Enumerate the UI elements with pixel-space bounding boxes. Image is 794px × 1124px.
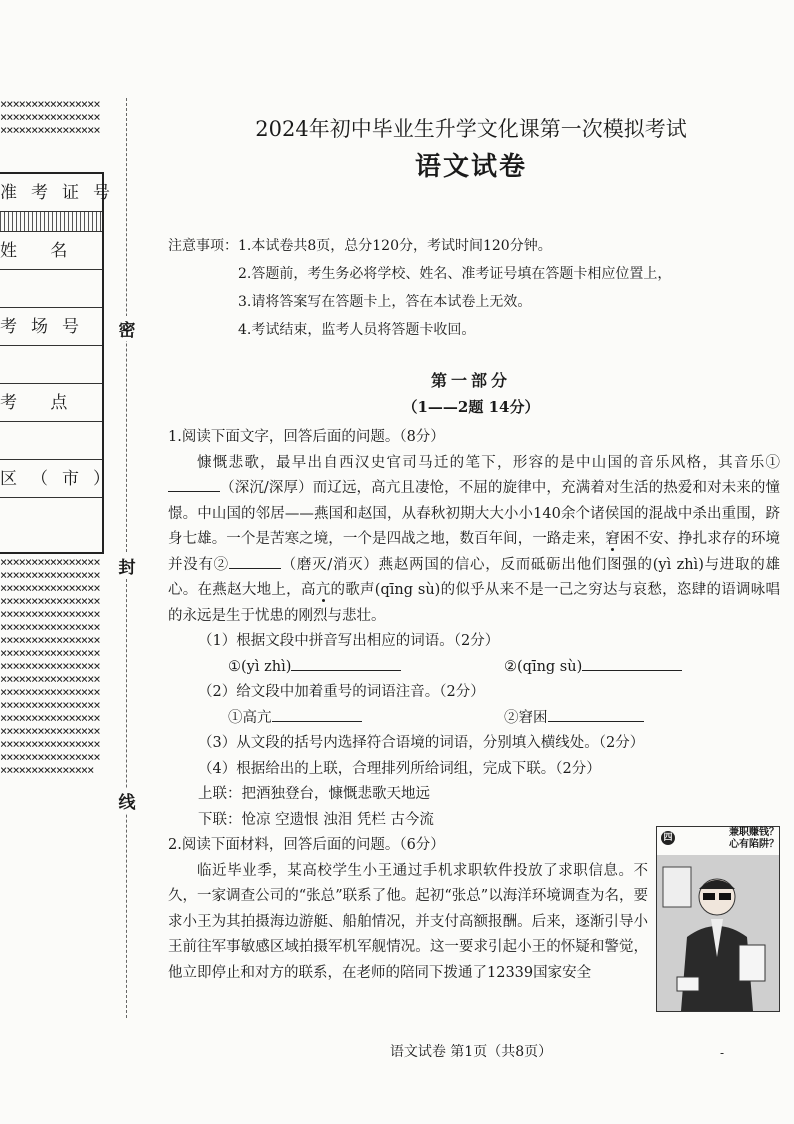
q1-sub4: （4）根据给出的上联，合理排列所给词组，完成下联。（2分） bbox=[198, 760, 601, 777]
emphasis-char: 亢 bbox=[315, 582, 331, 598]
seal-char-feng: 封 bbox=[117, 553, 137, 578]
q2-stem: 2.阅读下面材料，回答后面的问题。（6分） bbox=[168, 837, 445, 853]
district-blank bbox=[0, 498, 102, 536]
seal-char-xian: 线 bbox=[117, 788, 137, 813]
part-title: 第一部分 bbox=[430, 371, 511, 390]
part-range: （1——2题 14分） bbox=[402, 398, 540, 416]
q1-stem: 1.阅读下面文字，回答后面的问题。（8分） bbox=[168, 429, 445, 445]
q1-sub2-answers: ①高亢 ②窘困 bbox=[168, 706, 780, 732]
cartoon-badge: 四 bbox=[661, 831, 675, 845]
cartoon-caption: 兼职赚钱？ 心有陷阱？ bbox=[729, 827, 779, 850]
cross-pattern-bottom: ××××××××××××××××××××××××××××××××××××××××××××××××××××××××××××××××××××××××××××××××××××××××××××××××××××××××××××××××××××××××××××××××××××××××××××××××××××××××××××××××××××××××××××××××××××××××××××××××××××××××××××××××××××××××××××××××××××××××××××××××××××××××××××××××××××××××××××××× bbox=[0, 556, 100, 777]
cross-pattern-top: ×××××××××××××××××××××××××××××××××××××××××××××××× bbox=[0, 98, 100, 137]
q1-passage: 慷慨悲歌，最早出自西汉史官司马迁的笔下，形容的是中山国的音乐风格，其音乐①（深沉/深厚）而辽远，高亢且凄怆，不屈的旋律中，充满着对生活的热爱和对未来的憧憬。中山国的邻居——燕国和赵国，从春秋初期大大小小140余个诸侯国的混战中杀出重围，跻身七雄。一个是苦寒之境，一个是四战之地，数百年间，一路走来，窘困不安、挣扎求存的环境并没有② （磨灭/消灭）燕赵两国的信心，反而砥砺出他们图强的(yì zhì)与进取的雄心。在燕赵大地上，高亢的歌声(qīng sù)的似乎从来不是一己之穷达与哀愁，恣肆的语调咏唱的永远是生于忧患的刚烈与悲壮。 bbox=[168, 454, 781, 624]
exam-site-blank bbox=[0, 422, 102, 460]
q1-sub1-answers: ①(yì zhì) ②(qīng sù) bbox=[168, 655, 780, 681]
notes-label: 注意事项： bbox=[168, 238, 238, 254]
answer-blank-gaokang[interactable] bbox=[272, 706, 362, 722]
candidate-info-box bbox=[0, 172, 124, 554]
cartoon-figure-icon bbox=[657, 827, 779, 1011]
q1-sub2: （2）给文段中加着重号的词语注音。（2分） bbox=[198, 684, 485, 700]
note-item: 1.本试卷共8页，总分120分，考试时间120分钟。 bbox=[238, 238, 552, 254]
exam-title: 2024年初中毕业生升学文化课第一次模拟考试 bbox=[255, 117, 687, 141]
q2-passage: 临近毕业季，某高校学生小王通过手机求职软件投放了求职信息。不久，一家调查公司的“张总”联系了他。起初“张总”以海洋环境调查为名，要求小王为其拍摄海边游艇、船舶情况，并支付高额报酬。后来，逐渐引导小王前往军事敏感区域拍摄军机军舰情况。这一要求引起小王的怀疑和警觉，他立即停止和对方的联系，在老师的陪同下拨通了12339国家安全 bbox=[168, 862, 648, 981]
field-district: 区（市） bbox=[0, 460, 102, 498]
footer-mark: - bbox=[720, 1046, 725, 1060]
q1-sub3: （3）从文段的括号内选择符合语境的词语，分别填入横线处。（2分） bbox=[198, 735, 645, 751]
exam-subtitle: 语文试卷 bbox=[414, 152, 527, 182]
page-footer: 语文试卷 第1页（共8页） bbox=[389, 1044, 553, 1060]
name-blank bbox=[0, 270, 102, 308]
note-item: 3.请将答案写在答题卡上，答在本试卷上无效。 bbox=[238, 294, 532, 310]
admission-number-grid bbox=[0, 212, 102, 232]
field-name: 姓 名 bbox=[0, 232, 102, 270]
exam-room-blank bbox=[0, 346, 102, 384]
couplet-lower: 下联：怆凉 空遗恨 浊泪 凭栏 古今流 bbox=[198, 811, 434, 828]
q1-sub1: （1）根据文段中拼音写出相应的词语。（2分） bbox=[198, 633, 500, 649]
binding-strip bbox=[0, 98, 124, 1022]
answer-blank-yizhi[interactable] bbox=[291, 655, 401, 671]
field-exam-site: 考 点 bbox=[0, 384, 102, 422]
note-item: 4.考试结束，监考人员将答题卡收回。 bbox=[238, 322, 476, 338]
cartoon-illustration bbox=[656, 826, 780, 1012]
answer-blank-qingsu[interactable] bbox=[582, 655, 682, 671]
answer-blank-1[interactable] bbox=[168, 476, 220, 492]
answer-blank-jiongkun[interactable] bbox=[548, 706, 644, 722]
field-admission-number: 准考证号 bbox=[0, 174, 102, 212]
answer-blank-2[interactable] bbox=[229, 553, 281, 569]
note-item: 2.答题前，考生务必将学校、姓名、准考证号填在答题卡相应位置上， bbox=[238, 266, 672, 282]
seal-char-mi: 密 bbox=[117, 316, 137, 341]
exam-notes bbox=[168, 232, 671, 344]
emphasis-char: 窘 bbox=[605, 531, 620, 547]
couplet-upper: 上联：把酒独登台，慷慨悲歌天地远 bbox=[198, 786, 430, 802]
field-exam-room: 考场号 bbox=[0, 308, 102, 346]
